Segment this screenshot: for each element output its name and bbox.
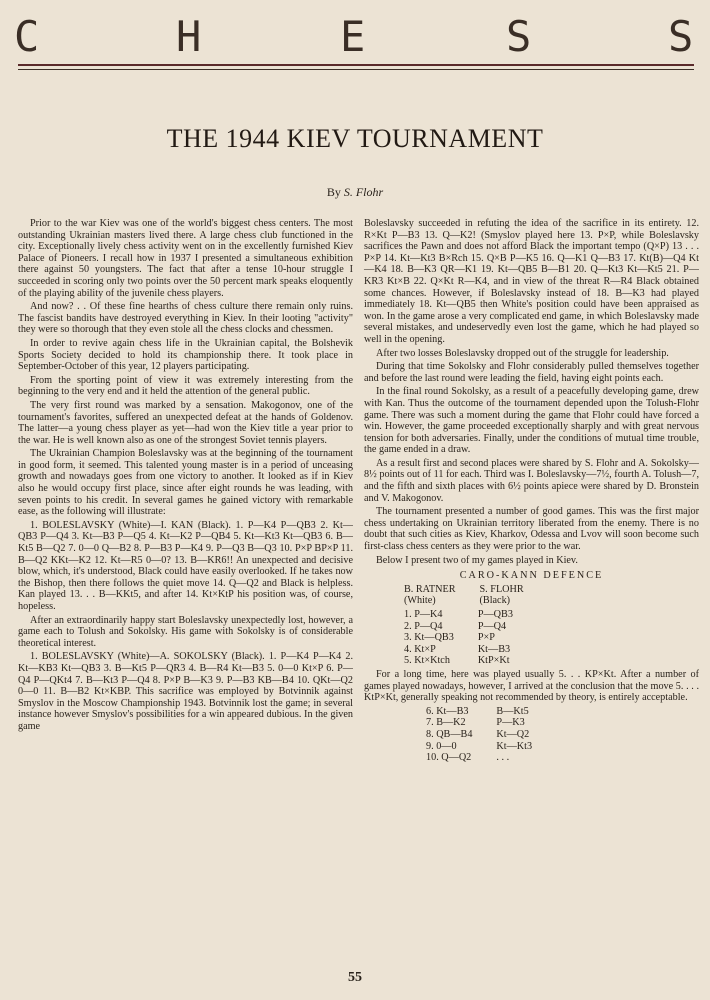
paragraph: The very first round was marked by a sensation. Makogonov, one of the tournament's favorites, suffered an unexpected defeat at the hands of Goldenov. The latter—a young chess player as yet—had won the Kiev title a year prior to the war. He is well known also as one of the strongest Soviet tennis players.	[18, 399, 353, 446]
paragraph: The tournament presented a number of good games. This was the first major chess undertaking on Ukrainian territory liberated from the enemy. There is no doubt that such cities as Kiev, Kharkov, Odessa and Lvov will soon become such first-class chess centers as they were prior to the war.	[364, 506, 699, 553]
moves-table-continued	[426, 706, 556, 764]
black-move: KtP×Kt	[477, 655, 510, 667]
paragraph: Boleslavsky succeeded in refuting the idea of the sacrifice in its entirety. 12. R×Kt P—B3 13. Q—K2! (Smyslov played here 13. P×P, while Boleslavsky sacrifices the Pawn and does not afford Black the important tempo (Q×P) 13 . . . P×P 14. Kt—Kt3 B×Rch 15. Q×B P—K5 16. Q—K1 Q—B3 17. Kt(B)—Q4 Kt—K4 18. B—K3 QR—K1 19. Kt—QB5 B—B1 20. Q—Kt3 Kt—Kt5 21. P—KR3 Kt×B 22. Q×Kt R—K4, and in view of the threat R—R4 Black obtained some chances. However, if Boleslavsky instead of 18. B—K3 had played immediately 18. Kt—QB5 then White's position could have been appraised as won. In the game arose a very complicated end game, in which Boleslavsky made several mistakes, and undeservedly even lost the game, which he had played so well in the opening.	[364, 218, 699, 345]
paragraph: And now? . . Of these fine hearths of chess culture there remain only ruins. The fascist bandits have destroyed everything in Kiev. In their looting "activity" they were so thorough that they even stole all the chess clocks and chessmen.	[18, 301, 353, 336]
left-column	[18, 218, 353, 735]
paragraph: Prior to the war Kiev was one of the world's biggest chess centers. The most outstanding Ukrainian masters lived there. A large chess club functioned in the city. Exceptionally lively chess activity went on in the excellently furnished Kiev Palace of Pioneers. I recall how in 1937 I presented a simultaneous exhibition there against 50 youngsters. The fact that after a tense 10-hour struggle I succeeded in scoring only two points over the 50 percent mark speaks eloquently of the playing ability of the juvenile chess players.	[18, 218, 353, 299]
byline	[0, 185, 710, 200]
white-move: 5. Kt×Ktch	[404, 655, 450, 667]
move-row	[404, 655, 537, 667]
masthead-letter: S	[506, 12, 534, 61]
byline-prefix: By	[326, 185, 341, 199]
page-number: 55	[348, 970, 362, 985]
black-move: Kt—B3	[477, 643, 511, 655]
white-move: 2. P—Q4	[404, 620, 443, 632]
white-move: 7. B—K2	[426, 717, 466, 729]
masthead-letter: C	[14, 12, 42, 61]
move-row	[426, 729, 556, 741]
paragraph: The Ukrainian Champion Boleslavsky was at the beginning of the tournament in good form, it seemed. This talented young master is in a period of unceasing growth and nowadays goes from one victory to another. It looked as if in Kiev also he would occupy first place, since after eight rounds he was leading, with seven points to his credit. In several games he gained victory with remarkable ease, as the following will illustrate:	[18, 448, 353, 518]
players-table	[404, 584, 548, 607]
author-name: S. Flohr	[343, 185, 384, 199]
game-notation: 1. BOLESLAVSKY (White)—A. SOKOLSKY (Black). 1. P—K4 P—K4 2. Kt—KB3 Kt—QB3 3. B—Kt5 P—QR3 4. B—R4 Kt—B3 5. 0—0 Kt×P 6. P—Q4 P—QKt4 7. B—Kt3 P—Q4 8. P×P B—K3 9. P—B3 KB—B4 10. QKt—Q2 0—0 11. B—B2 Kt×KBP. This sacrifice was employed by Botvinnik against Smyslov in the Moscow Championship 1943. Botvinnik lost the game; in several instance however Smyslov's possibilities for a win appeared dubious. In the given game	[18, 651, 353, 732]
move-row	[404, 632, 537, 644]
black-move: Kt—Q2	[496, 728, 530, 740]
annotation: For a long time, here was played usually 5. . . KP×Kt. After a number of games played nowadays, however, I arrived at the conclusion that the move 5. . . . KtP×Kt, generally speaking not recommended by theory, is entirely acceptable.	[364, 668, 699, 704]
black-move: P—Q4	[477, 620, 507, 632]
paragraph: From the sporting point of view it was extremely interesting from the beginning to the very end and it held the attention of the general public.	[18, 374, 353, 398]
black-move: . . .	[496, 752, 510, 764]
white-move: 4. Kt×P	[404, 643, 436, 655]
masthead-letter: E	[340, 12, 368, 61]
paragraph: After two losses Boleslavsky dropped out of the struggle for leadership.	[376, 347, 669, 359]
white-move: 6. Kt—B3	[426, 705, 469, 717]
white-move: 9. 0—0	[426, 740, 457, 752]
game-notation: 1. BOLESLAVSKY (White)—I. KAN (Black). 1. P—K4 P—QB3 2. Kt—QB3 P—Q4 3. Kt—B3 P—Q5 4. Kt—K2 P—QB4 5. Kt—Kt3 Kt—QB3 6. B—Kt5 B—Q2 7. 0—0 Q—B2 8. P—B3 P—K4 9. P—Q3 B—Q3 10. P×P BP×P 11. B—Q2 KKt—K2 12. Kt—R5 0—0? 13. B—KR6!! An unexpected and decisive blow, which, it's understood, Black could have easily overlooked. If he takes now the Bishop, then there follows the quiet move 14. Q—Q2 and Black is helpless. Kan played 13. . . B—KKt5, and after 14. Kt×KtP his position was, of course, hopeless.	[18, 519, 353, 612]
masthead-letter: S	[668, 12, 696, 61]
white-player: B. RATNER	[404, 583, 456, 595]
moves-table	[404, 609, 537, 667]
move-row	[404, 621, 537, 633]
black-player: S. FLOHR	[479, 583, 524, 595]
white-label: (White)	[404, 595, 436, 607]
paragraph: In the final round Sokolsky, as a result of a peacefully developing game, drew with Kan. Thus the outcome of the tournament depended upon the Tolush-Flohr game. There was such a moment during the game that Flohr could have forced a win. However, the game proceeded exceptionally sharply and with great nervous tension for both adversaries. Finally, under the conditions of mutual time trouble, the game ended in a draw.	[364, 386, 699, 456]
masthead-letter: H	[176, 12, 204, 61]
black-move: P—K3	[496, 717, 525, 729]
paragraph: In order to revive again chess life in the Ukrainian capital, the Bolshevik Sports Society decided to hold its championship there. It took place in September-October of this year, 12 players participating.	[18, 337, 353, 373]
black-label: (Black)	[479, 595, 511, 607]
black-move: Kt—Kt3	[496, 740, 533, 752]
header-rule-thin	[18, 69, 694, 70]
white-move: 3. Kt—QB3	[404, 632, 454, 644]
move-row	[426, 717, 556, 729]
paragraph: During that time Sokolsky and Flohr considerably pulled themselves together and before the last round were leading the field, having eight points each.	[364, 361, 699, 384]
black-move: P×P	[477, 632, 495, 644]
white-move: 1. P—K4	[404, 609, 443, 620]
article-title: THE 1944 KIEV TOURNAMENT	[166, 124, 544, 153]
paragraph: As a result first and second places were shared by S. Flohr and A. Sokolsky—8½ points out of 11 for each. Third was I. Boleslavsky—7½, fourth A. Tolush—7, and the fifth and sixth places with 6½ points apiece were shared by D. Bronstein and V. Makogonov.	[364, 457, 699, 504]
white-move: 8. QB—B4	[426, 728, 473, 740]
header-rule	[18, 64, 694, 66]
black-move: B—Kt5	[496, 705, 529, 717]
opening-name: CARO-KANN DEFENCE	[459, 570, 604, 582]
paragraph: Below I present two of my games played in Kiev.	[376, 554, 578, 566]
move-row	[404, 644, 537, 656]
masthead	[0, 6, 710, 64]
move-row	[404, 609, 537, 621]
move-row	[426, 706, 556, 718]
paragraph: After an extraordinarily happy start Boleslavsky unexpectedly lost, however, a game each to Tolush and Sokolsky. His game with Sokolsky is of considerable theoretical interest.	[18, 614, 353, 649]
white-move: 10. Q—Q2	[426, 752, 472, 764]
move-row	[426, 752, 556, 764]
right-column	[364, 218, 699, 766]
move-row	[426, 741, 556, 753]
black-move: P—QB3	[477, 609, 513, 620]
